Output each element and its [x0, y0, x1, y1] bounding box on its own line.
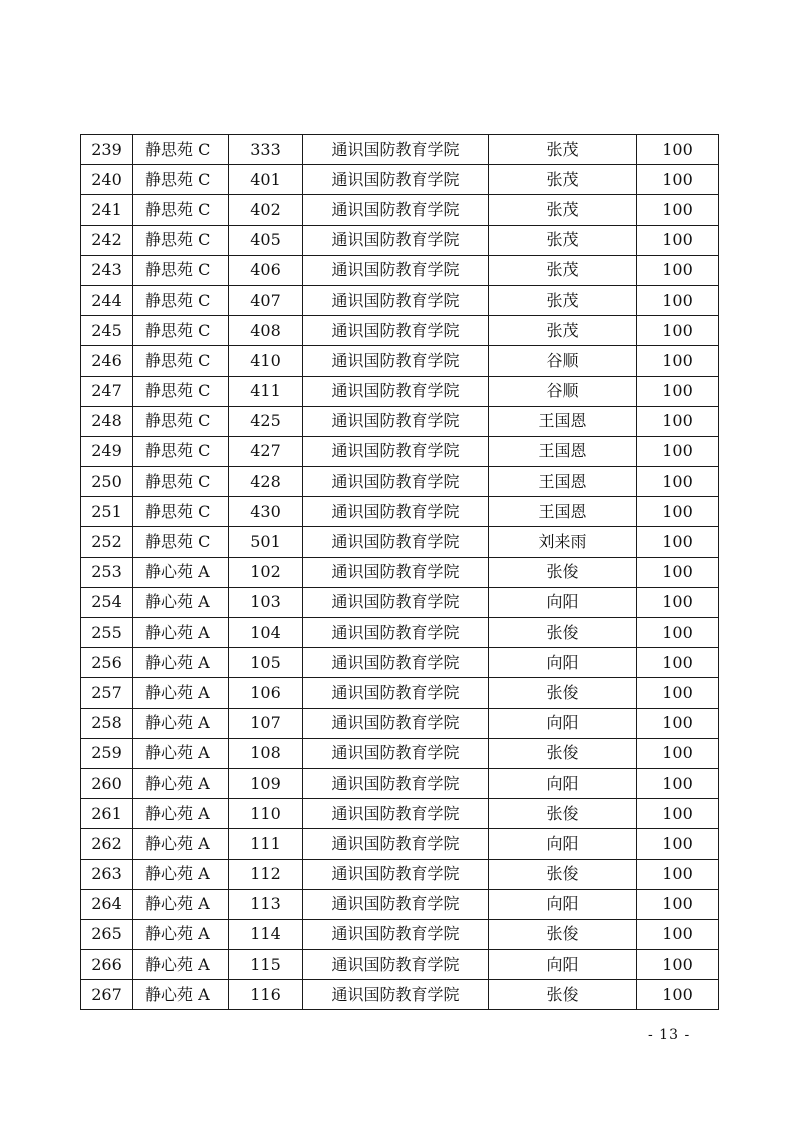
cell-room: 402	[229, 195, 303, 225]
cell-room: 425	[229, 406, 303, 436]
cell-college: 通识国防教育学院	[303, 497, 489, 527]
cell-number: 251	[81, 497, 133, 527]
cell-score: 100	[637, 436, 719, 466]
cell-building: 静心苑 A	[133, 708, 229, 738]
cell-person: 谷顺	[489, 346, 637, 376]
cell-building: 静心苑 A	[133, 678, 229, 708]
cell-number: 257	[81, 678, 133, 708]
cell-person: 张俊	[489, 799, 637, 829]
table-row	[81, 497, 719, 527]
cell-building: 静心苑 A	[133, 980, 229, 1010]
cell-score: 100	[637, 950, 719, 980]
cell-building: 静心苑 A	[133, 799, 229, 829]
cell-building: 静思苑 C	[133, 376, 229, 406]
table-row	[81, 135, 719, 165]
cell-person: 张俊	[489, 678, 637, 708]
table-row	[81, 527, 719, 557]
table-row	[81, 557, 719, 587]
cell-score: 100	[637, 225, 719, 255]
table-row	[81, 708, 719, 738]
table-row	[81, 165, 719, 195]
table-row	[81, 678, 719, 708]
cell-building: 静心苑 A	[133, 618, 229, 648]
cell-person: 王国恩	[489, 497, 637, 527]
cell-person: 张茂	[489, 316, 637, 346]
cell-person: 谷顺	[489, 376, 637, 406]
cell-building: 静思苑 C	[133, 406, 229, 436]
cell-person: 刘来雨	[489, 527, 637, 557]
cell-room: 103	[229, 587, 303, 617]
cell-building: 静心苑 A	[133, 859, 229, 889]
cell-score: 100	[637, 255, 719, 285]
cell-number: 263	[81, 859, 133, 889]
cell-number: 261	[81, 799, 133, 829]
cell-college: 通识国防教育学院	[303, 225, 489, 255]
cell-score: 100	[637, 919, 719, 949]
cell-room: 427	[229, 436, 303, 466]
cell-person: 张茂	[489, 135, 637, 165]
cell-number: 246	[81, 346, 133, 376]
cell-college: 通识国防教育学院	[303, 678, 489, 708]
cell-person: 张茂	[489, 255, 637, 285]
table-row	[81, 950, 719, 980]
cell-number: 254	[81, 587, 133, 617]
cell-score: 100	[637, 889, 719, 919]
cell-room: 102	[229, 557, 303, 587]
table-row	[81, 436, 719, 466]
cell-building: 静思苑 C	[133, 346, 229, 376]
cell-college: 通识国防教育学院	[303, 618, 489, 648]
cell-college: 通识国防教育学院	[303, 889, 489, 919]
cell-room: 111	[229, 829, 303, 859]
table-row	[81, 648, 719, 678]
cell-person: 向阳	[489, 768, 637, 798]
cell-number: 239	[81, 135, 133, 165]
cell-room: 114	[229, 919, 303, 949]
cell-college: 通识国防教育学院	[303, 316, 489, 346]
cell-building: 静思苑 C	[133, 436, 229, 466]
cell-building: 静思苑 C	[133, 165, 229, 195]
cell-person: 向阳	[489, 708, 637, 738]
cell-number: 258	[81, 708, 133, 738]
cell-room: 115	[229, 950, 303, 980]
cell-college: 通识国防教育学院	[303, 919, 489, 949]
table-row	[81, 799, 719, 829]
cell-number: 244	[81, 285, 133, 315]
cell-score: 100	[637, 859, 719, 889]
table-row	[81, 316, 719, 346]
cell-score: 100	[637, 648, 719, 678]
table-row	[81, 255, 719, 285]
cell-number: 248	[81, 406, 133, 436]
cell-college: 通识国防教育学院	[303, 467, 489, 497]
cell-room: 411	[229, 376, 303, 406]
cell-score: 100	[637, 738, 719, 768]
table-row	[81, 859, 719, 889]
cell-room: 407	[229, 285, 303, 315]
table-row	[81, 829, 719, 859]
cell-person: 张茂	[489, 165, 637, 195]
cell-score: 100	[637, 768, 719, 798]
cell-score: 100	[637, 678, 719, 708]
cell-college: 通识国防教育学院	[303, 165, 489, 195]
cell-room: 110	[229, 799, 303, 829]
cell-number: 253	[81, 557, 133, 587]
cell-score: 100	[637, 497, 719, 527]
cell-number: 242	[81, 225, 133, 255]
cell-room: 116	[229, 980, 303, 1010]
cell-building: 静思苑 C	[133, 316, 229, 346]
cell-score: 100	[637, 406, 719, 436]
cell-room: 108	[229, 738, 303, 768]
table-row	[81, 889, 719, 919]
cell-room: 109	[229, 768, 303, 798]
cell-number: 255	[81, 618, 133, 648]
cell-person: 张茂	[489, 285, 637, 315]
cell-number: 241	[81, 195, 133, 225]
cell-score: 100	[637, 316, 719, 346]
cell-room: 107	[229, 708, 303, 738]
table-row	[81, 467, 719, 497]
cell-college: 通识国防教育学院	[303, 859, 489, 889]
cell-college: 通识国防教育学院	[303, 436, 489, 466]
cell-person: 张茂	[489, 195, 637, 225]
table-row	[81, 618, 719, 648]
cell-room: 401	[229, 165, 303, 195]
cell-score: 100	[637, 527, 719, 557]
table-row	[81, 919, 719, 949]
table-row	[81, 195, 719, 225]
table-row	[81, 768, 719, 798]
cell-person: 张俊	[489, 618, 637, 648]
cell-room: 430	[229, 497, 303, 527]
cell-college: 通识国防教育学院	[303, 708, 489, 738]
table-row	[81, 587, 719, 617]
cell-college: 通识国防教育学院	[303, 255, 489, 285]
dormitory-score-table	[80, 134, 719, 1010]
cell-number: 250	[81, 467, 133, 497]
cell-score: 100	[637, 557, 719, 587]
cell-room: 405	[229, 225, 303, 255]
cell-score: 100	[637, 467, 719, 497]
cell-number: 256	[81, 648, 133, 678]
cell-score: 100	[637, 195, 719, 225]
cell-building: 静心苑 A	[133, 587, 229, 617]
cell-room: 112	[229, 859, 303, 889]
cell-building: 静思苑 C	[133, 135, 229, 165]
cell-college: 通识国防教育学院	[303, 648, 489, 678]
cell-number: 247	[81, 376, 133, 406]
cell-score: 100	[637, 285, 719, 315]
cell-building: 静思苑 C	[133, 467, 229, 497]
cell-number: 249	[81, 436, 133, 466]
cell-number: 245	[81, 316, 133, 346]
cell-college: 通识国防教育学院	[303, 376, 489, 406]
cell-number: 259	[81, 738, 133, 768]
cell-person: 向阳	[489, 587, 637, 617]
cell-person: 王国恩	[489, 467, 637, 497]
cell-building: 静心苑 A	[133, 648, 229, 678]
cell-building: 静思苑 C	[133, 285, 229, 315]
cell-room: 501	[229, 527, 303, 557]
cell-number: 240	[81, 165, 133, 195]
cell-building: 静思苑 C	[133, 195, 229, 225]
cell-college: 通识国防教育学院	[303, 768, 489, 798]
cell-building: 静心苑 A	[133, 829, 229, 859]
cell-college: 通识国防教育学院	[303, 557, 489, 587]
cell-person: 张俊	[489, 980, 637, 1010]
cell-college: 通识国防教育学院	[303, 587, 489, 617]
cell-room: 406	[229, 255, 303, 285]
cell-room: 408	[229, 316, 303, 346]
cell-college: 通识国防教育学院	[303, 527, 489, 557]
cell-college: 通识国防教育学院	[303, 195, 489, 225]
cell-room: 113	[229, 889, 303, 919]
cell-college: 通识国防教育学院	[303, 950, 489, 980]
cell-score: 100	[637, 346, 719, 376]
cell-college: 通识国防教育学院	[303, 135, 489, 165]
cell-number: 267	[81, 980, 133, 1010]
cell-college: 通识国防教育学院	[303, 738, 489, 768]
cell-number: 260	[81, 768, 133, 798]
cell-room: 106	[229, 678, 303, 708]
table-row	[81, 406, 719, 436]
cell-building: 静思苑 C	[133, 255, 229, 285]
cell-score: 100	[637, 799, 719, 829]
cell-person: 张俊	[489, 859, 637, 889]
cell-college: 通识国防教育学院	[303, 829, 489, 859]
table-body	[81, 135, 719, 1010]
cell-room: 428	[229, 467, 303, 497]
cell-room: 333	[229, 135, 303, 165]
cell-building: 静心苑 A	[133, 557, 229, 587]
cell-person: 王国恩	[489, 436, 637, 466]
cell-person: 向阳	[489, 648, 637, 678]
cell-building: 静心苑 A	[133, 889, 229, 919]
cell-score: 100	[637, 618, 719, 648]
cell-number: 243	[81, 255, 133, 285]
cell-number: 265	[81, 919, 133, 949]
table-row	[81, 346, 719, 376]
cell-person: 张俊	[489, 738, 637, 768]
cell-score: 100	[637, 376, 719, 406]
table-row	[81, 376, 719, 406]
cell-college: 通识国防教育学院	[303, 799, 489, 829]
cell-building: 静心苑 A	[133, 919, 229, 949]
cell-room: 105	[229, 648, 303, 678]
cell-building: 静心苑 A	[133, 950, 229, 980]
cell-building: 静思苑 C	[133, 497, 229, 527]
cell-number: 264	[81, 889, 133, 919]
cell-building: 静思苑 C	[133, 527, 229, 557]
cell-college: 通识国防教育学院	[303, 285, 489, 315]
cell-score: 100	[637, 829, 719, 859]
cell-score: 100	[637, 980, 719, 1010]
cell-score: 100	[637, 165, 719, 195]
cell-score: 100	[637, 708, 719, 738]
cell-room: 410	[229, 346, 303, 376]
table-row	[81, 980, 719, 1010]
cell-person: 向阳	[489, 950, 637, 980]
cell-number: 262	[81, 829, 133, 859]
cell-score: 100	[637, 135, 719, 165]
cell-building: 静心苑 A	[133, 768, 229, 798]
cell-person: 张俊	[489, 919, 637, 949]
cell-person: 王国恩	[489, 406, 637, 436]
cell-building: 静心苑 A	[133, 738, 229, 768]
cell-number: 252	[81, 527, 133, 557]
cell-college: 通识国防教育学院	[303, 346, 489, 376]
page-number: - 13 -	[648, 1027, 691, 1043]
cell-room: 104	[229, 618, 303, 648]
table-row	[81, 738, 719, 768]
cell-person: 向阳	[489, 889, 637, 919]
cell-person: 张茂	[489, 225, 637, 255]
cell-building: 静思苑 C	[133, 225, 229, 255]
cell-score: 100	[637, 587, 719, 617]
cell-college: 通识国防教育学院	[303, 980, 489, 1010]
cell-college: 通识国防教育学院	[303, 406, 489, 436]
cell-person: 张俊	[489, 557, 637, 587]
table-row	[81, 285, 719, 315]
table-row	[81, 225, 719, 255]
cell-number: 266	[81, 950, 133, 980]
cell-person: 向阳	[489, 829, 637, 859]
